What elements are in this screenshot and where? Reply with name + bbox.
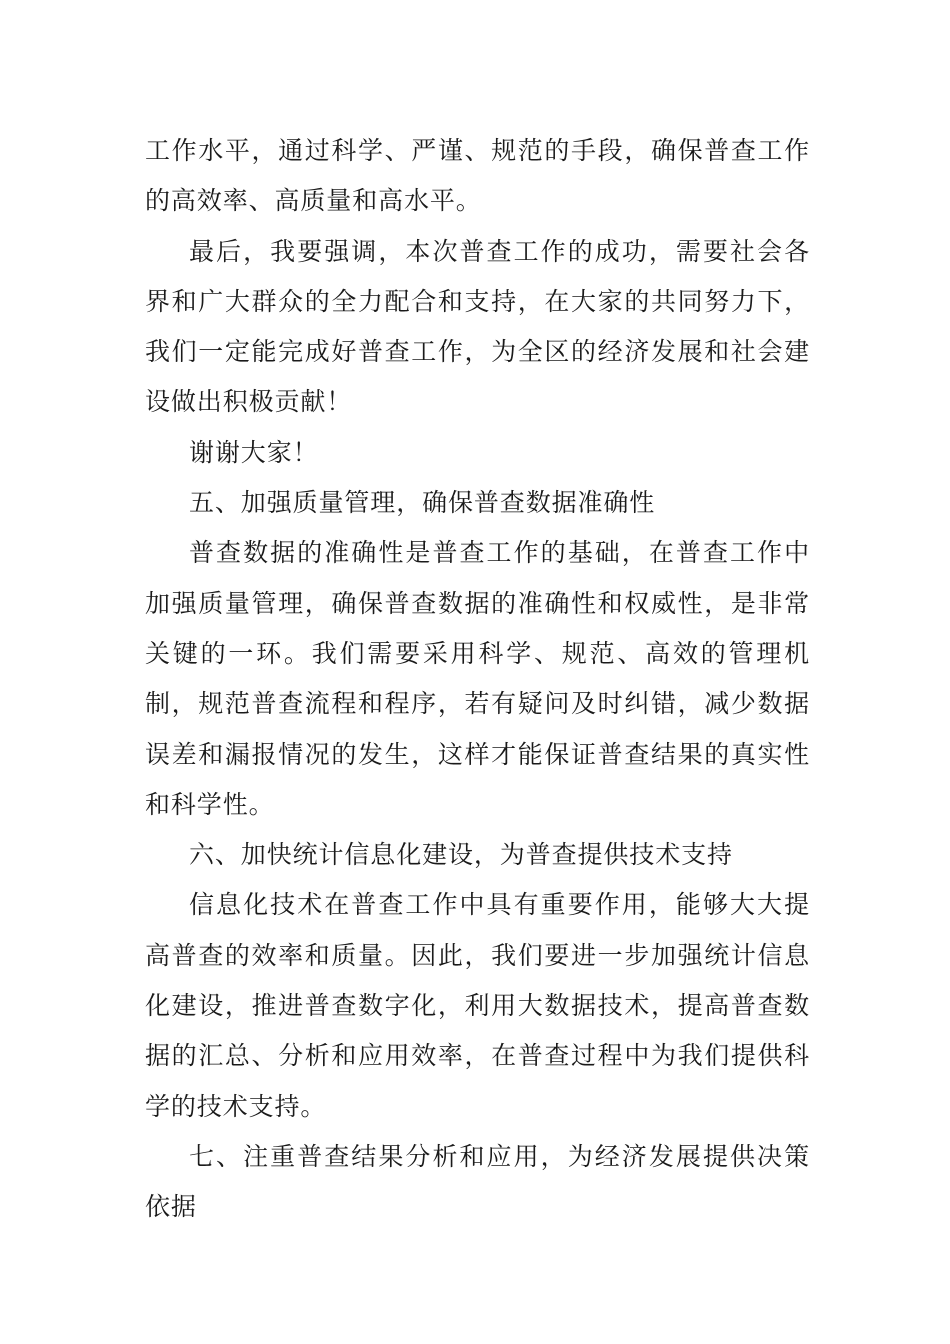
paragraph-informatization: 信息化技术在普查工作中具有重要作用，能够大大提高普查的效率和质量。因此，我们要进一步加强统计信息化建设，推进普查数字化，利用大数据技术，提高普查数据的汇总、分析和应用效率，在普查过程中为我们提供科学的技术支持。 bbox=[145, 890, 810, 1121]
paragraph-continuation: 工作水平，通过科学、严谨、规范的手段，确保普查工作的高效率、高质量和高水平。 bbox=[145, 136, 810, 216]
paragraph-closing-remarks: 最后，我要强调，本次普查工作的成功，需要社会各界和广大群众的全力配合和支持，在大家的共同努力下，我们一定能完成好普查工作，为全区的经济发展和社会建设做出积极贡献！ bbox=[145, 236, 810, 417]
section-heading-7: 七、注重普查结果分析和应用，为经济发展提供决策依据 bbox=[145, 1141, 810, 1222]
body-text bbox=[145, 126, 810, 1233]
section-heading-5: 五、加强质量管理，确保普查数据准确性 bbox=[189, 488, 656, 518]
paragraph-thanks: 谢谢大家！ bbox=[189, 437, 319, 467]
paragraph-quality-management: 普查数据的准确性是普查工作的基础，在普查工作中加强质量管理，确保普查数据的准确性和权威性，是非常关键的一环。我们需要采用科学、规范、高效的管理机制，规范普查流程和程序，若有疑问及时纠错，减少数据误差和漏报情况的发生，这样才能保证普查结果的真实性和科学性。 bbox=[145, 538, 810, 819]
section-heading-6: 六、加快统计信息化建设，为普查提供技术支持 bbox=[189, 840, 733, 870]
